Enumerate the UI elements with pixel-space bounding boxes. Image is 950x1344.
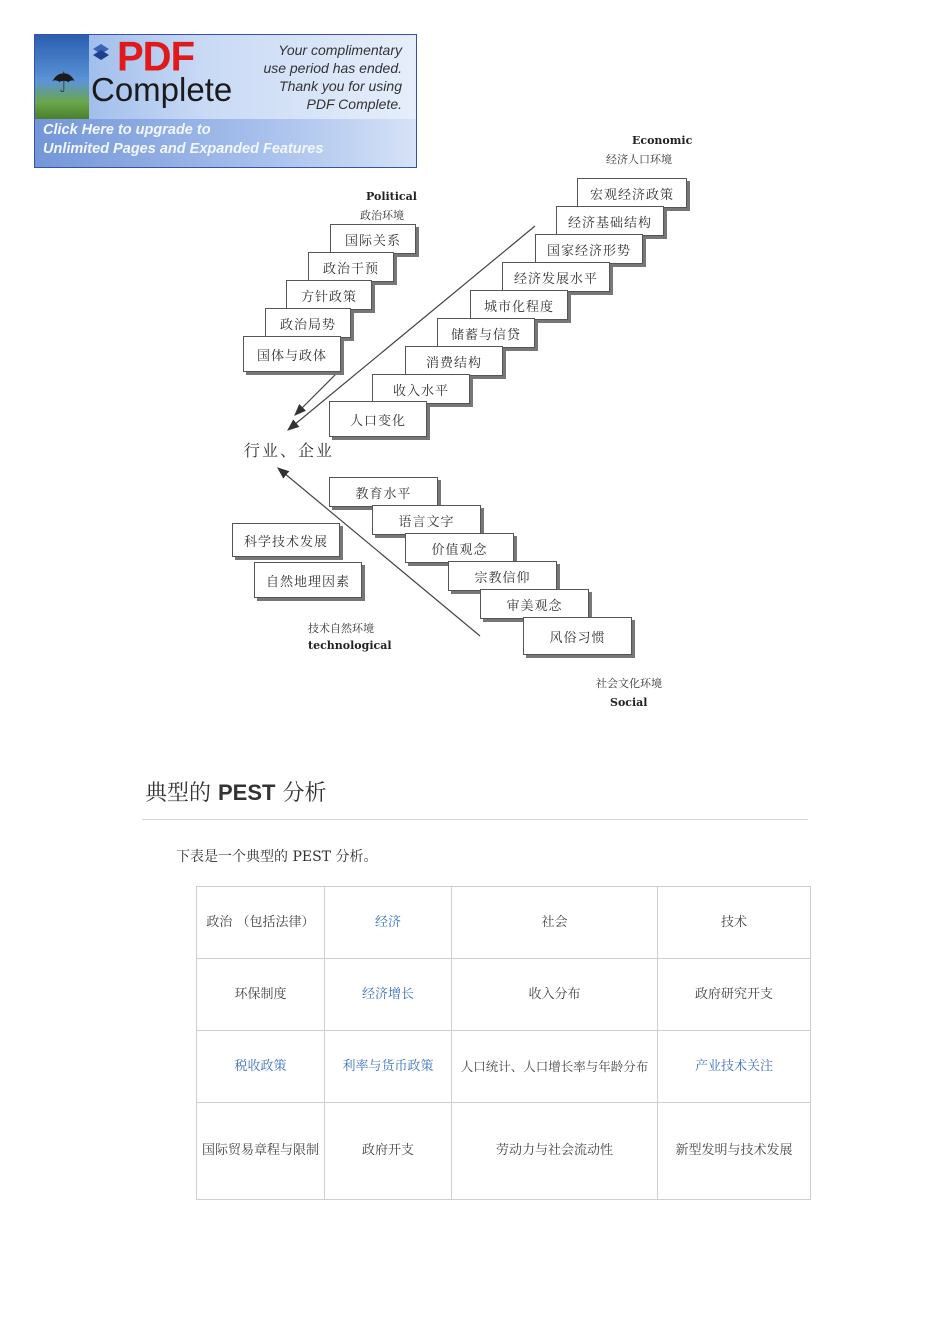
economic-label-en: Economic — [632, 134, 693, 147]
table-cell-link[interactable]: 利率与货币政策 — [325, 1031, 452, 1103]
social-item: 教育水平 — [329, 477, 438, 507]
social-item: 语言文字 — [372, 505, 481, 535]
social-label-zh: 社会文化环境 — [596, 677, 662, 690]
social-item: 宗教信仰 — [448, 561, 557, 591]
social-label-en: Social — [610, 696, 648, 709]
table-cell-link[interactable]: 税收政策 — [197, 1031, 325, 1103]
table-cell-link[interactable]: 经济 — [325, 887, 452, 959]
economic-item: 经济基础结构 — [556, 206, 664, 236]
upgrade-link-line2[interactable]: Unlimited Pages and Expanded Features — [43, 141, 324, 157]
table-row — [197, 1031, 811, 1103]
political-item: 政治局势 — [265, 308, 351, 338]
table-cell: 国际贸易章程与限制 — [197, 1103, 325, 1200]
section-divider — [142, 819, 808, 820]
table-row — [197, 1103, 811, 1200]
political-item: 国体与政体 — [243, 336, 341, 372]
table-row — [197, 959, 811, 1031]
banner-photo-icon: ☂ — [35, 35, 89, 119]
economic-item: 消费结构 — [405, 346, 503, 376]
banner-message-line: Thank you for using — [279, 78, 402, 94]
banner-brand-pdf: PDF — [117, 34, 194, 81]
table-cell: 劳动力与社会流动性 — [452, 1103, 658, 1200]
table-cell: 收入分布 — [452, 959, 658, 1031]
section-title-pre: 典型的 — [145, 781, 218, 806]
political-item: 政治干预 — [308, 252, 394, 282]
economic-item: 收入水平 — [372, 374, 470, 404]
table-cell: 环保制度 — [197, 959, 325, 1031]
center-industry-label: 行业、企业 — [244, 441, 335, 460]
table-cell-link[interactable]: 经济增长 — [325, 959, 452, 1031]
table-cell: 社会 — [452, 887, 658, 959]
banner-message-line: Your complimentary — [278, 42, 402, 58]
social-item: 风俗习惯 — [523, 617, 632, 655]
technological-label-en: technological — [308, 639, 392, 652]
section-title — [145, 776, 326, 807]
economic-item: 国家经济形势 — [535, 234, 643, 264]
economic-item: 宏观经济政策 — [577, 178, 687, 208]
political-label-zh: 政治环境 — [360, 209, 404, 222]
table-cell: 政治 （包括法律） — [197, 887, 325, 959]
section-title-post: 分析 — [275, 781, 327, 806]
technological-label-zh: 技术自然环境 — [308, 622, 374, 635]
table-cell-link[interactable]: 产业技术关注 — [658, 1031, 811, 1103]
table-cell: 技术 — [658, 887, 811, 959]
economic-item: 人口变化 — [329, 401, 427, 437]
political-item: 方针政策 — [286, 280, 372, 310]
political-item: 国际关系 — [330, 224, 416, 254]
economic-item: 经济发展水平 — [502, 262, 610, 292]
social-item: 价值观念 — [405, 533, 514, 563]
table-cell: 政府开支 — [325, 1103, 452, 1200]
section-intro: 下表是一个典型的 PEST 分析。 — [176, 849, 378, 865]
banner-brand-complete: Complete — [91, 71, 233, 108]
economic-item: 城市化程度 — [470, 290, 568, 320]
economic-label-zh: 经济人口环境 — [606, 153, 672, 166]
political-label-en: Political — [366, 190, 417, 203]
social-item: 审美观念 — [480, 589, 589, 619]
table-cell: 政府研究开支 — [658, 959, 811, 1031]
economic-item: 储蓄与信贷 — [437, 318, 535, 348]
banner-message-line: PDF Complete. — [306, 96, 402, 112]
technological-item: 自然地理因素 — [254, 562, 362, 598]
table-cell: 人口统计、人口增长率与年龄分布 — [452, 1031, 658, 1103]
technological-item: 科学技术发展 — [232, 523, 340, 557]
section-title-bold: PEST — [218, 780, 276, 805]
table-row — [197, 887, 811, 959]
pest-table — [196, 886, 811, 1200]
table-cell: 新型发明与技术发展 — [658, 1103, 811, 1200]
upgrade-link-line1[interactable]: Click Here to upgrade to — [43, 122, 211, 138]
banner-message-line: use period has ended. — [263, 60, 402, 76]
